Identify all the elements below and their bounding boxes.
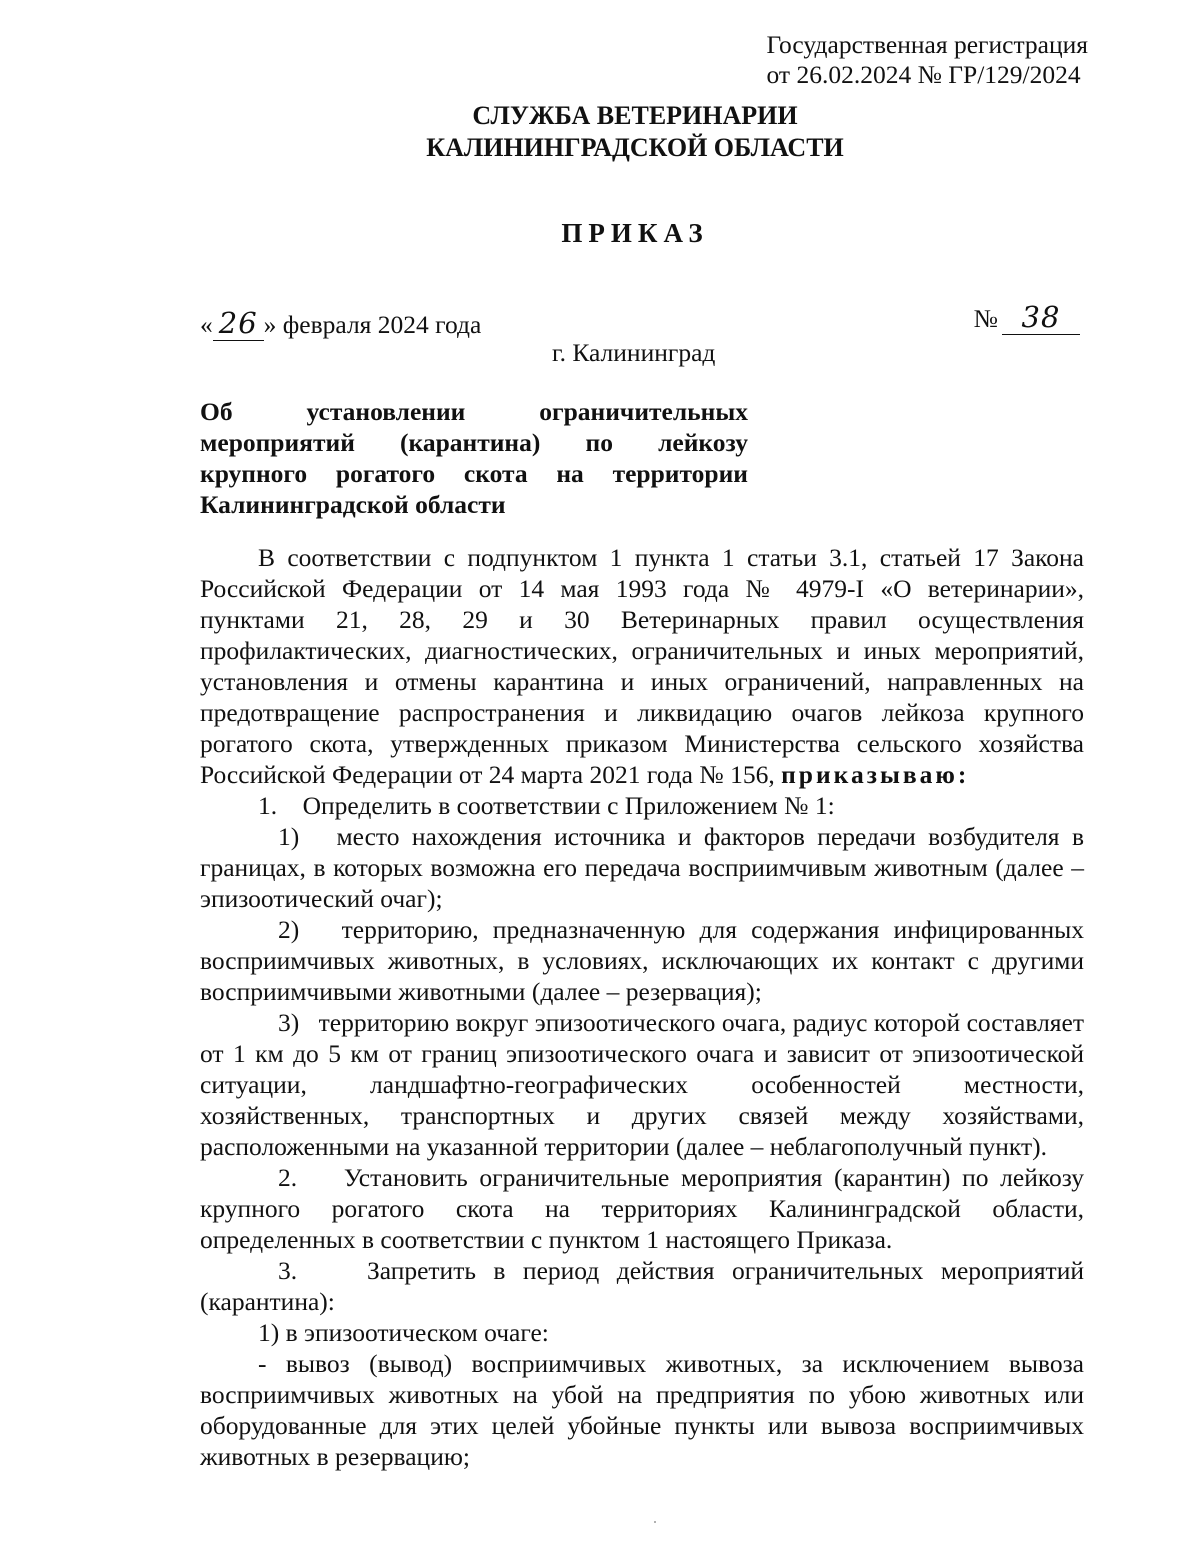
number-handwritten: 38: [1002, 300, 1080, 335]
order-subitem-1-3: 3) территорию вокруг эпизоотического очага, радиус которой составляет от 1 км до 5 км от границ эпизоотического очага и зависит от эпизоотической ситуации, ландшафтно-географических особенностей местности, хозяйственных, транспортных и других связей между хозяйствами, расположенными на указанной территории (далее – неблагополучный пункт).: [200, 1008, 1084, 1161]
document-city: г. Калининград: [552, 338, 716, 367]
document-type-title: ПРИКАЗ: [561, 218, 709, 248]
document-date: [200, 306, 481, 341]
document-number: [974, 300, 1080, 335]
preamble-text: В соответствии с подпунктом 1 пункта 1 статьи 3.1, статьей 17 Закона Российской Федерации от 14 мая 1993 года № 4979-I «О ветеринарии», пунктами 21, 28, 29 и 30 Ветеринарных правил осуществления профилактических, диагностических, ограничительных и иных мероприятий, установления и отмены карантина и иных ограничений, направленных на предотвращение распространения и ликвидацию очагов лейкоза крупного рогатого скота, утвержденных приказом Министерства сельского хозяйства Российской Федерации от 24 марта 2021 года № 156,: [200, 543, 1084, 789]
order-subitem-1-1: 1) место нахождения источника и факторов передачи возбудителя в границах, в которых возможна его передача восприимчивым животным (далее – эпизоотический очаг);: [200, 822, 1084, 913]
order-subitem-1-2: 2) территорию, предназначенную для содержания инфицированных восприимчивых животных, в условиях, исключающих их контакт с другими восприимчивыми животными (далее – резервация);: [200, 915, 1084, 1006]
registration-line-2: от 26.02.2024 № ГР/129/2024: [766, 60, 1081, 89]
preamble-paragraph: [200, 542, 1084, 790]
subject-line: мероприятий (карантина) по лейкозу: [200, 428, 748, 457]
subject-line: Об установлении ограничительных: [200, 397, 748, 426]
date-day-handwritten: 26: [213, 306, 264, 341]
order-subitem-3-1-dash: - вывоз (вывод) восприимчивых животных, за исключением вывоза восприимчивых животных на убой на предприятия по убою животных или оборудованные для этих целей убойные пункты или вывоза восприимчивых животных в резервацию;: [200, 1349, 1084, 1471]
agency-line-2: КАЛИНИНГРАДСКОЙ ОБЛАСТИ: [426, 133, 844, 162]
order-item-2: 2. Установить ограничительные мероприятия (карантин) по лейкозу крупного рогатого скота на территориях Калининградской области, определенных в соответствии с пунктом 1 настоящего Приказа.: [200, 1163, 1084, 1254]
order-item-3: 3. Запретить в период действия ограничительных мероприятий (карантина):: [200, 1256, 1084, 1316]
agency-header: [0, 100, 1200, 164]
subject-line: крупного рогатого скота на территории: [200, 459, 748, 488]
order-subitem-3-1: 1) в эпизоотическом очаге:: [258, 1318, 549, 1347]
date-month-year: февраля 2024 года: [282, 310, 482, 339]
registration-line-1: Государственная регистрация: [766, 30, 1088, 59]
scan-speck: [654, 1521, 656, 1523]
subject-line: Калининградской области: [200, 490, 506, 519]
preamble-command: приказываю:: [781, 760, 970, 789]
document-body: [200, 542, 1084, 1472]
number-label: №: [973, 304, 998, 333]
agency-line-1: СЛУЖБА ВЕТЕРИНАРИИ: [472, 101, 798, 130]
date-open-quote: «: [200, 310, 213, 339]
document-subject: [200, 396, 748, 520]
registration-stamp: [767, 30, 1088, 90]
order-item-1: 1. Определить в соответствии с Приложением № 1:: [258, 791, 835, 820]
date-close-quote: »: [263, 310, 277, 339]
